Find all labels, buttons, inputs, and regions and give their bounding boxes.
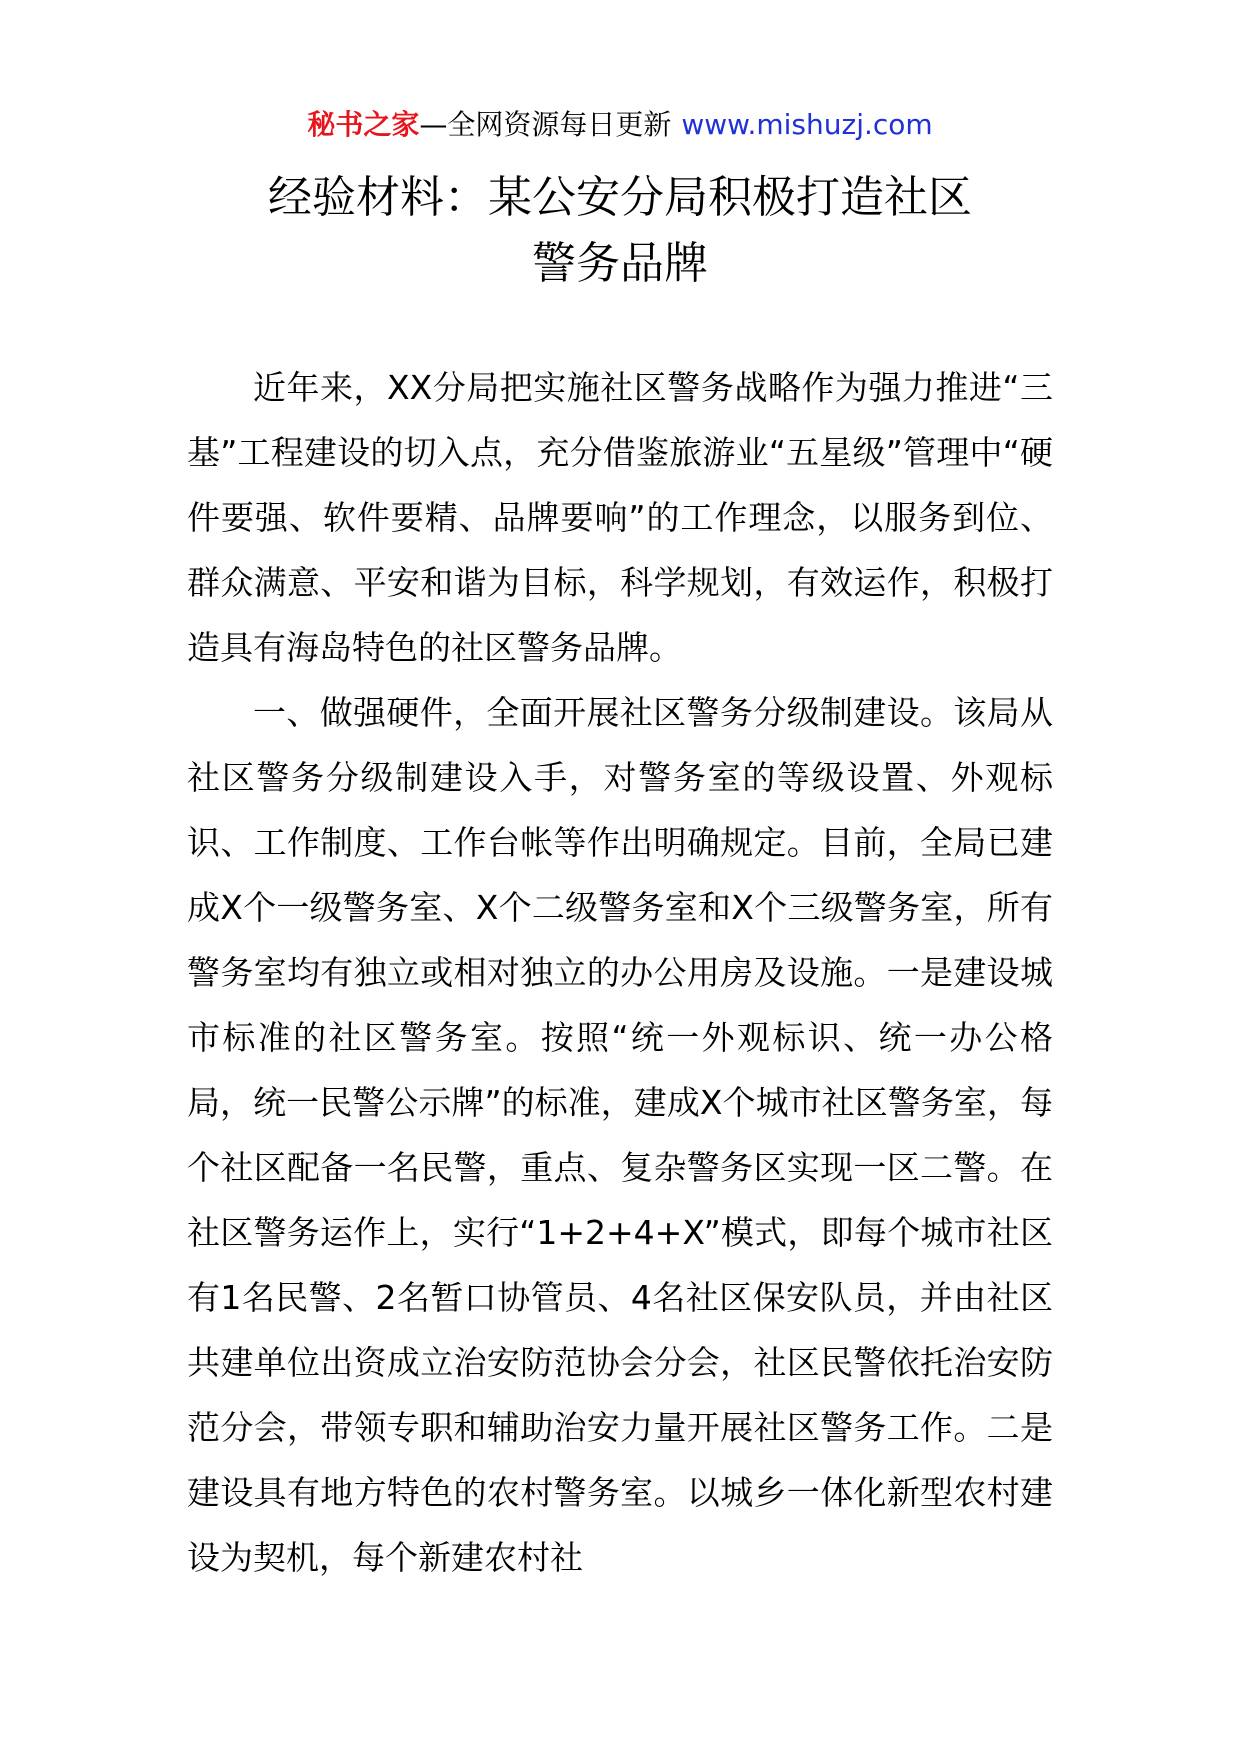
- paragraph-section-1: 一、做强硬件，全面开展社区警务分级制建设。该局从社区警务分级制建设入手，对警务室的等级设置、外观标识、工作制度、工作台帐等作出明确规定。目前，全局已建成X个一级警务室、X个二级警务室和X个三级警务室，所有警务室均有独立或相对独立的办公用房及设施。一是建设城市标准的社区警务室。按照“统一外观标识、统一办公格局，统一民警公示牌”的标准，建成X个城市社区警务室，每个社区配备一名民警，重点、复杂警务区实现一区二警。在社区警务运作上，实行“1+2+4+X”模式，即每个城市社区有1名民警、2名暂口协管员、4名社区保安队员，并由社区共建单位出资成立治安防范协会分会，社区民警依托治安防范分会，带领专职和辅助治安力量开展社区警务工作。二是建设具有地方特色的农村警务室。以城乡一体化新型农村建设为契机，每个新建农村社: [187, 693, 1053, 1577]
- brand-slogan: —全网资源每日更新: [419, 108, 672, 141]
- site-url: www.mishuzj.com: [681, 108, 933, 141]
- brand-name: 秘书之家: [307, 108, 420, 141]
- site-header: [0, 100, 1240, 150]
- title-line-2: 警务品牌: [532, 238, 708, 289]
- document-title: [0, 165, 1240, 297]
- document-body: [187, 355, 1053, 1590]
- paragraph-intro: 近年来，XX分局把实施社区警务战略作为强力推进“三基”工程建设的切入点，充分借鉴旅游业“五星级”管理中“硬件要强、软件要精、品牌要响”的工作理念，以服务到位、群众满意、平安和谐为目标，科学规划，有效运作，积极打造具有海岛特色的社区警务品牌。: [187, 368, 1053, 667]
- title-line-1: 经验材料：某公安分局积极打造社区: [268, 172, 972, 223]
